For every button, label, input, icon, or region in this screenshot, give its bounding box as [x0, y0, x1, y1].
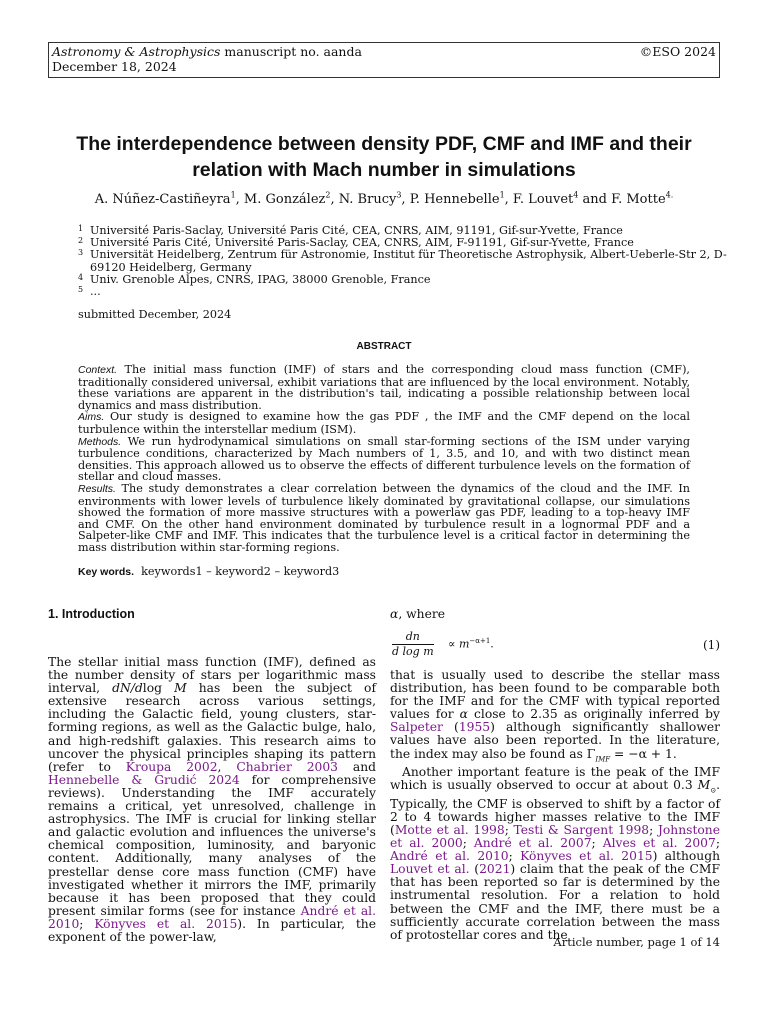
citation-link[interactable]: Salpeter: [390, 720, 443, 735]
author-list: [40, 187, 728, 209]
author: P. Hennebelle$^1$,: [409, 191, 513, 208]
section-heading: 1. Introduction: [48, 607, 135, 621]
equation-1: [390, 630, 720, 660]
citation-link[interactable]: Hennebelle & Grudić 2024: [48, 772, 240, 787]
paragraph: The stellar initial mass function (IMF), defined as the number density of stars per logarithmic mass interval, dN/dlog M has been the subject of extensive research across various settings, including the Galactic field, young clusters, star-forming regions, as well as the Galactic bulge, halo, and high-redshift galaxies. This research aims to uncover the physical principles shaping its pattern (refer to Kroupa 2002, Chabrier 2003 and Hennebelle & Grudić 2024 for comprehensive reviews). Understanding the IMF accurately remains a critical, yet unresolved, challenge in astrophysics. The IMF is crucial for linking stellar and galactic evolution and influences the universe's chemical composition, luminosity, and baryonic content. Additionally, many analyses of the prestellar dense core mass function (CMF) have investigated whether it mirrors the IMF, primarily because it has been proposed that they could present similar forms (see for instance André et al. 2010; Könyves et al. 2015). In particular, the exponent of the power-law,: [48, 655, 377, 944]
affiliation: 2 Université Paris Cité, Université Paris-Saclay, CEA, CNRS, AIM, F-91191, Gif-sur-Yvette, France: [78, 236, 634, 250]
citation-link[interactable]: Louvet et al.: [390, 862, 470, 877]
author: A. Núñez-Castiñeyra$^1$,: [94, 191, 244, 208]
keywords-label: Key words.: [78, 566, 135, 578]
citation-link[interactable]: André et al. 2010: [48, 903, 376, 931]
citation-link[interactable]: André et al. 2007: [473, 836, 592, 851]
affiliation: 4 Univ. Grenoble Alpes, CNRS, IPAG, 38000 Grenoble, France: [78, 272, 431, 286]
affiliation: 1 Université Paris-Saclay, Université Paris Cité, CEA, CNRS, AIM, 91191, Gif-sur-Yvette, France: [78, 224, 623, 237]
abstract-heading: ABSTRACT: [356, 341, 412, 352]
paragraph: that is usually used to describe the stellar mass distribution, has been found to be comparable both for the IMF and for the CMF with typical reported values for α close to 2.35 as originally inferred by Salpeter (1955) although significantly shallower values have also been reported. In the literature, the index may also be found as $\Gamma_{IMF} = -\alpha + 1$.: [390, 668, 720, 764]
keywords-text: keywords1 – keyword2 – keyword3: [141, 565, 340, 578]
citation-link[interactable]: 2021: [479, 862, 511, 877]
author: F. Motte$^{4.}$: [611, 191, 674, 208]
citation-link[interactable]: Motte et al. 1998: [394, 822, 505, 837]
manuscript-id: manuscript no. aanda: [220, 44, 362, 59]
abstract-context: Context. The initial mass function (IMF) of stars and the corresponding cloud mass function (CMF), traditionally considered universal, exhibit variations that are influenced by the local environment. Notably, these variations are apparent in the distribution's tail, indicating a possible relationship between local dynamics and mass distribution.: [78, 363, 690, 412]
citation-link[interactable]: Testi & Sargent 1998: [513, 822, 650, 837]
keywords: [78, 565, 339, 578]
header-date: December 18, 2024: [52, 59, 177, 74]
intro-left-column: [48, 656, 376, 944]
page-footer: Article number, page 1 of 14: [553, 935, 720, 949]
abstract-methods: Methods. We run hydrodynamical simulations on small star-forming sections of the ISM under varying turbulence conditions, characterized by Mach numbers of 1, 3.5, and 10, and with two distinct mean densities. This approach allowed us to observe the effects of different turbulence levels on the formation of stellar and cloud masses.: [78, 434, 690, 484]
citation-link[interactable]: Könyves et al. 2015: [520, 849, 653, 864]
equation-fraction: $\frac{dn}{\text{d log m}}$: [392, 630, 434, 658]
paper-title: The interdependence between density PDF, CMF and IMF and their relation with Mach number in simulations: [76, 133, 692, 181]
affiliation: 5 ...: [78, 285, 101, 299]
affiliations: [78, 225, 728, 298]
citation-link[interactable]: Johnstone et al. 2000: [390, 822, 720, 851]
intro-right-column: [390, 669, 720, 942]
citation-link[interactable]: Könyves et al. 2015: [94, 916, 238, 931]
equation-number: (1): [703, 638, 720, 652]
abstract-body: [78, 364, 690, 554]
citation-link[interactable]: André et al. 2010: [390, 849, 509, 864]
citation-link[interactable]: 1955: [458, 720, 491, 735]
submission-date: submitted December, 2024: [78, 308, 232, 321]
equation-rhs: ∝ $m^{-\alpha+1}$.: [448, 637, 494, 651]
author: M. González$^2$,: [243, 191, 339, 208]
author: F. Louvet$^4$ and: [512, 191, 612, 208]
citation-link[interactable]: Chabrier 2003: [236, 759, 338, 774]
author: N. Brucy$^3$,: [338, 191, 410, 208]
affiliation: 3 Universität Heidelberg, Zentrum für Astronomie, Institut für Theoretische Astrophysik, Albert-Ueberle-Str 2, D-69120 Heidelberg, Germany: [78, 248, 727, 274]
intro-right-lead: α, where: [390, 607, 446, 621]
abstract-results: Results. The study demonstrates a clear correlation between the dynamics of the cloud and the IMF. In environments with lower levels of turbulence likely dominated by gravitational collapse, our simulations showed the formation of more massive structures with a powerlaw gas PDF, leading to a top-heavy IMF and CMF. On the other hand environment dominated by turbulence result in a lognormal PDF and a Salpeter-like CMF and IMF. This indicates that the turbulence level is a critical factor in determining the mass distribution within star-forming regions.: [78, 481, 690, 554]
running-header: [48, 42, 720, 78]
journal-name: Astronomy & Astrophysics: [52, 44, 221, 59]
citation-link[interactable]: Kroupa 2002: [125, 759, 218, 774]
citation-link[interactable]: Alves et al. 2007: [602, 836, 716, 851]
paragraph: Another important feature is the peak of the IMF which is usually observed to occur at about 0.3 $M_⊙$. Typically, the CMF is observed to shift by a factor of 2 to 4 towards higher masses relative to the IMF (Motte et al. 1998; Testi & Sargent 1998; Johnstone et al. 2000; André et al. 2007; Alves et al. 2007; André et al. 2010; Könyves et al. 2015) although Louvet et al. (2021) claim that the peak of the CMF that has been reported so far is determined by the instrumental resolution. For a relation to hold between the CMF and the IMF, there must be a sufficiently accurate correlation between the mass of protostellar cores and the: [390, 765, 720, 942]
copyright: ©ESO 2024: [639, 44, 716, 59]
abstract-aims: Aims. Our study is designed to examine how the gas PDF , the IMF and the CMF depend on the local turbulence within the interstellar medium (ISM).: [78, 410, 690, 436]
